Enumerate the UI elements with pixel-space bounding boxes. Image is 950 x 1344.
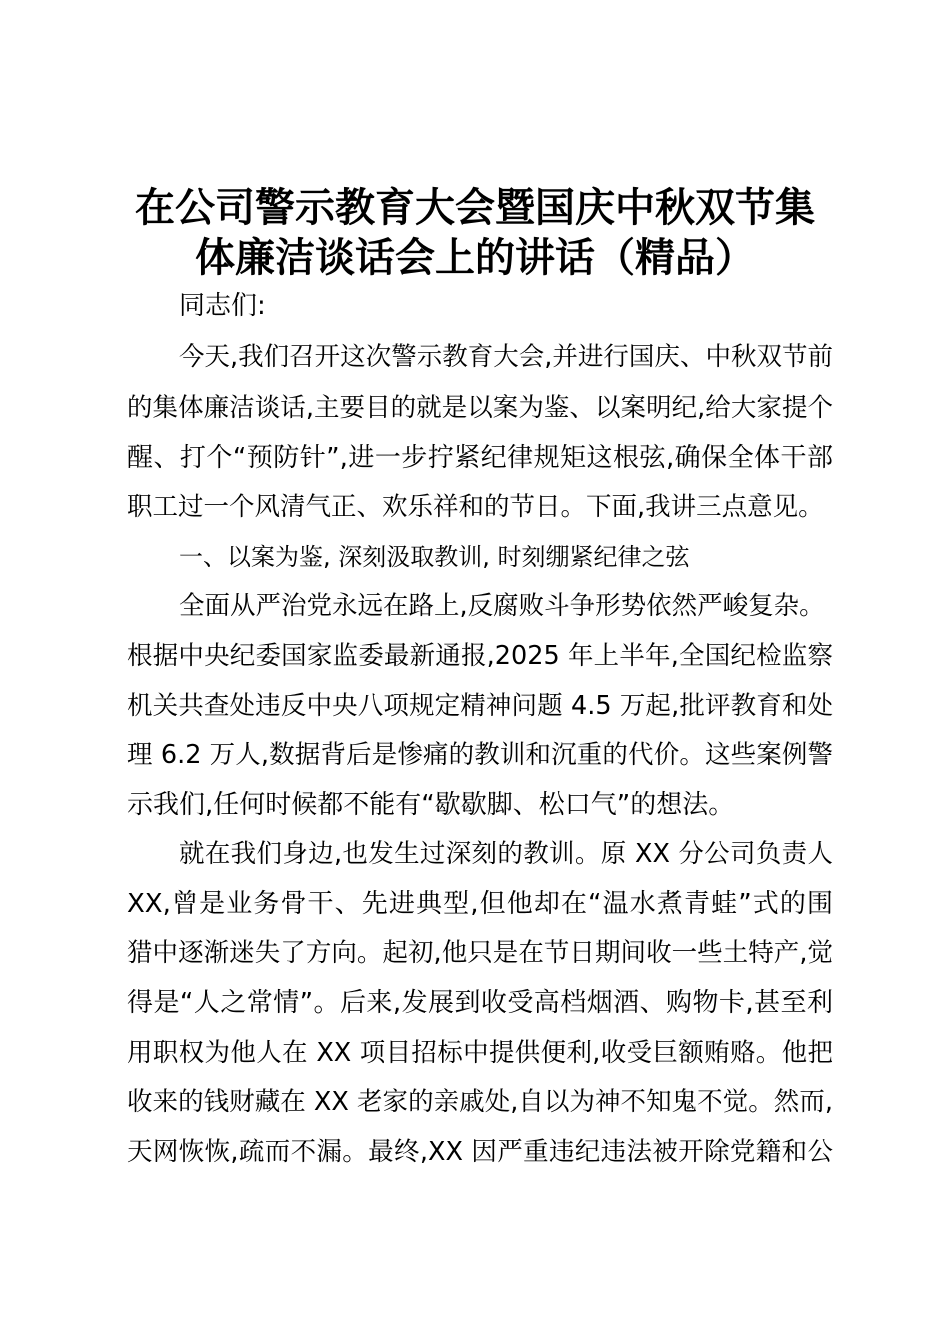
paragraph-3-line: 收来的钱财藏在 XX 老家的亲戚处,自以为神不知鬼不觉。然而, [127,1087,833,1117]
paragraph-1-line: 醒、打个“预防针”,进一步拧紧纪律规矩这根弦,确保全体干部 [127,443,833,473]
paragraph-2-line: 根据中央纪委国家监委最新通报,2025 年上半年,全国纪检监察 [127,641,833,671]
paragraph-3-line: 天网恢恢,疏而不漏。最终,XX 因严重违纪违法被开除党籍和公 [127,1137,833,1167]
paragraph-3-line: 就在我们身边,也发生过深刻的教训。原 XX 分公司负责人 [179,839,833,869]
paragraph-3-line: XX,曾是业务骨干、先进典型,但他却在“温水煮青蛙”式的围 [127,889,833,919]
paragraph-1-line: 今天,我们召开这次警示教育大会,并进行国庆、中秋双节前 [179,342,833,372]
paragraph-2-line: 理 6.2 万人,数据背后是惨痛的教训和沉重的代价。这些案例警 [127,740,833,770]
paragraph-3-line: 用职权为他人在 XX 项目招标中提供便利,收受巨额贿赂。他把 [127,1038,833,1068]
document-title-line-2: 体廉洁谈话会上的讲话（精品） [195,235,755,281]
paragraph-1-line: 职工过一个风清气正、欢乐祥和的节日。下面,我讲三点意见。 [127,492,824,522]
paragraph-2-line: 示我们,任何时候都不能有“歇歇脚、松口气”的想法。 [127,790,735,820]
paragraph-3-line: 猎中逐渐迷失了方向。起初,他只是在节日期间收一些土特产,觉 [127,938,833,968]
paragraph-1-line: 的集体廉洁谈话,主要目的就是以案为鉴、以案明纪,给大家提个 [127,393,833,423]
document-title-line-1: 在公司警示教育大会暨国庆中秋双节集 [135,185,815,231]
paragraph-2-line: 全面从严治党永远在路上,反腐败斗争形势依然严峻复杂。 [179,591,825,621]
section-heading: 一、以案为鉴, 深刻汲取教训, 时刻绷紧纪律之弦 [179,543,690,571]
paragraph-3-line: 得是“人之常情”。后来,发展到收受高档烟酒、购物卡,甚至利 [127,988,833,1018]
paragraph-2-line: 机关共查处违反中央八项规定精神问题 4.5 万起,批评教育和处 [127,691,833,721]
salutation: 同志们: [179,291,266,321]
